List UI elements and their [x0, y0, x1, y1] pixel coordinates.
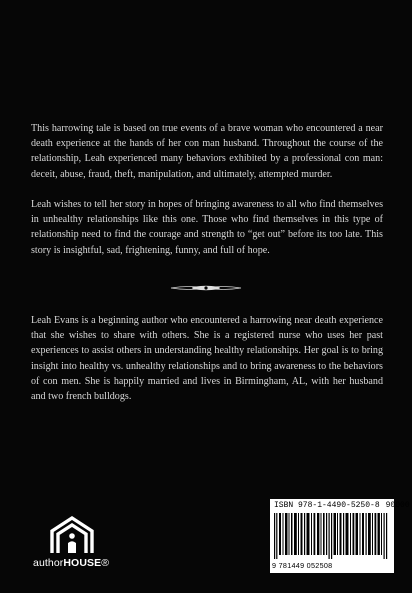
publisher-name-bold: HOUSE: [63, 557, 102, 569]
publisher-name: [33, 557, 109, 569]
isbn-barcode: [270, 499, 410, 573]
ornament-divider-icon: [169, 283, 243, 293]
synopsis-paragraph-2: Leah wishes to tell her story in hopes of bringing awareness to all who find themselves in unhealthy relationships like this one. Those who find themselves in this type of relationship need to find the courage and strength to “get out” before its too late. This story is insightful, sad, frightening, funny, and full of hope.: [31, 199, 383, 256]
synopsis-paragraph-1: This harrowing tale is based on true events of a brave woman who encountered a near death experience at the hands of her con man husband. Throughout the course of the relationship, Leah experienced many behaviors exhibited by a professional con man: deceit, abuse, fraud, theft, manipulation, and ultimately, attempted murder.: [31, 123, 383, 180]
publisher-logo-icon: [38, 515, 106, 555]
publisher-name-light: author: [33, 557, 64, 569]
price-code: 90000: [385, 501, 410, 510]
barcode-bars-icon: [274, 513, 390, 559]
publisher-trademark: ®: [101, 557, 110, 569]
isbn-label: ISBN 978-1-4490-5250-8 90000: [274, 501, 410, 510]
barcode-digits: 9 781449 052508: [272, 561, 333, 570]
author-bio-paragraph: Leah Evans is a beginning author who encountered a harrowing near death experience that she wishes to share with others. She is a registered nurse who uses her past experiences to assist others in understanding healthy relationships. Her goal is to bring insight into healthy vs. unhealthy relationships and to bring awareness to the behaviors of con men. She is happily married and lives in Birmingham, AL, with her husband and two french bulldogs.: [31, 315, 383, 403]
